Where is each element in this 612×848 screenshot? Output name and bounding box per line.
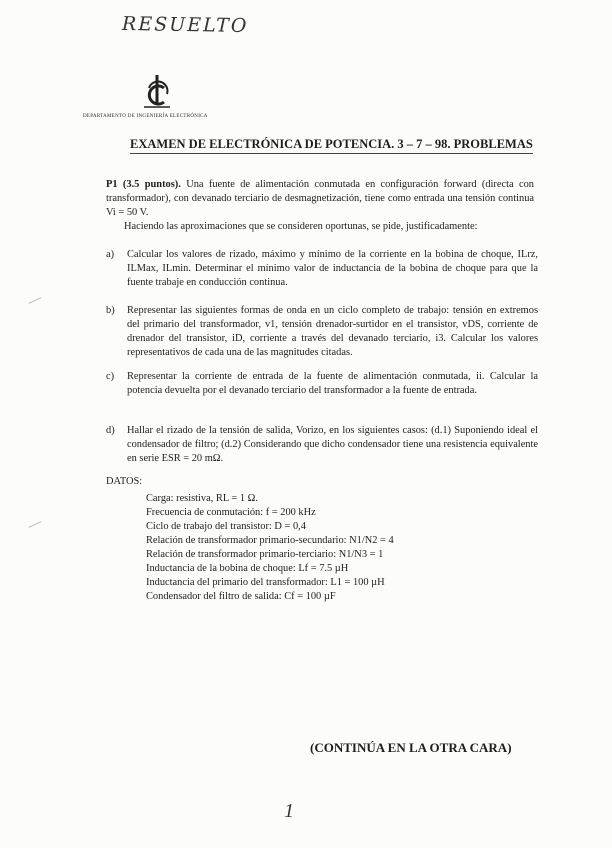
- item-label: a): [106, 249, 115, 260]
- item-text: Representar las siguientes formas de onda en un ciclo completo de trabajo: tensión en extremos del primario del transformador, v1, tensión drenador-surtidor en el transistor, vDS, corriente de drenador del transistor, iD, corriente a través del devanado terciario, i3. Calcular los valores representativos de cada una de las magnitudes citadas.: [127, 305, 538, 358]
- handwritten-note: RESUELTO: [121, 12, 249, 38]
- problem-instruction: Haciendo las aproximaciones que se consideren oportunas, se pide, justificadamente:: [124, 221, 478, 232]
- department-name: DEPARTAMENTO DE INGENIERÍA ELECTRÓNICA: [83, 114, 208, 119]
- item-d: [106, 424, 538, 466]
- exam-title: EXAMEN DE ELECTRÓNICA DE POTENCIA. 3 – 7 – 98. PROBLEMAS: [130, 137, 533, 154]
- item-text: Calcular los valores de rizado, máximo y mínimo de la corriente en la bobina de choque, ILrz, ILMax, ILmin. Determinar el mínimo valor de inductancia de la bobina de choque para que la fuente trabaje en conducción continua.: [127, 249, 538, 288]
- dato-line: Relación de transformador primario-secundario: N1/N2 = 4: [146, 535, 394, 546]
- dato-line: Inductancia del primario del transformador: L1 = 100 µH: [146, 577, 385, 588]
- university-logo: [140, 74, 174, 110]
- datos-title: DATOS:: [106, 476, 143, 487]
- continue-note: (CONTINÚA EN LA OTRA CARA): [310, 740, 512, 755]
- item-text: Representar la corriente de entrada de la fuente de alimentación conmutada, ii. Calcular la potencia devuelta por el devanado terciario del transformador a la fuente de entrada.: [127, 371, 538, 396]
- item-label: b): [106, 305, 115, 316]
- item-label: c): [106, 371, 115, 382]
- page-number: 1: [284, 800, 294, 822]
- dato-line: Relación de transformador primario-terciario: N1/N3 = 1: [146, 549, 384, 560]
- item-a: [106, 248, 538, 290]
- problem-label: P1 (3.5 puntos).: [106, 179, 181, 190]
- punch-mark: [28, 521, 41, 528]
- item-b: [106, 304, 538, 360]
- dato-line: Carga: resistiva, RL = 1 Ω.: [146, 493, 258, 504]
- dato-line: Condensador del filtro de salida: Cf = 100 µF: [146, 591, 336, 602]
- punch-mark: [28, 297, 41, 304]
- problem-intro: Una fuente de alimentación conmutada en configuración forward (directa con transformador), con devanado terciario de desmagnetización, tiene como entrada una tensión continua Vi = 50 V.: [106, 179, 534, 218]
- dato-line: Ciclo de trabajo del transistor: D = 0,4: [146, 521, 306, 532]
- item-label: d): [106, 425, 115, 436]
- problem-statement: [106, 178, 534, 220]
- dato-line: Frecuencia de conmutación: f = 200 kHz: [146, 507, 316, 518]
- dato-line: Inductancia de la bobina de choque: Lf = 7.5 µH: [146, 563, 349, 574]
- item-c: [106, 370, 538, 398]
- item-text: Hallar el rizado de la tensión de salida, Vorizo, en los siguientes casos: (d.1) Suponiendo ideal el condensador de filtro; (d.2) Considerando que dicho condensador tiene una resistencia equivalente en serie ESR = 20 mΩ.: [127, 425, 538, 464]
